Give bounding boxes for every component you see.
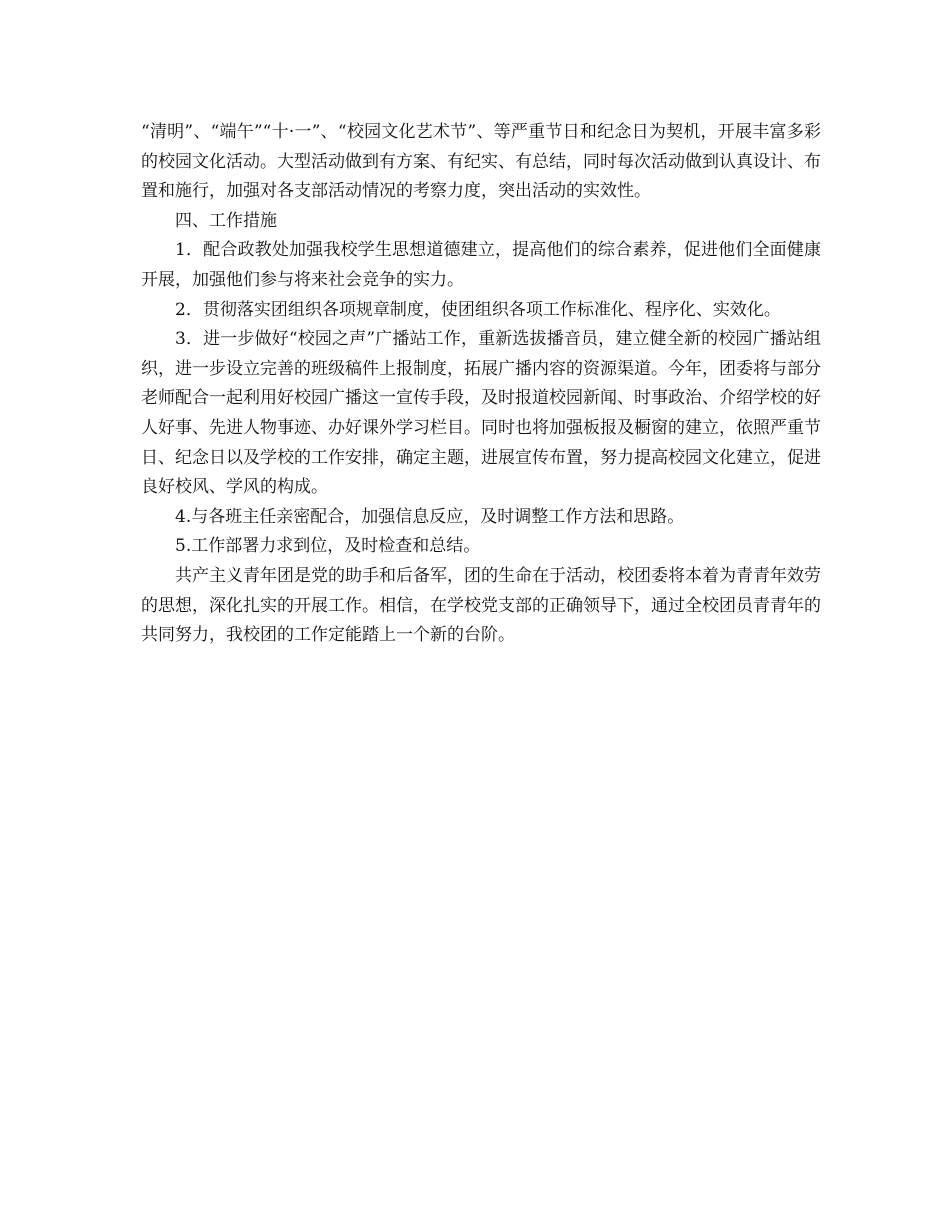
- section-heading-work-measures: 四、工作措施: [175, 210, 277, 231]
- measure-item-1: 1．配合政教处加强我校学生思想道德建立，提高他们的综合素养，促进他们全面健康开展，加强他们参与将来社会竞争的实力。: [141, 240, 821, 290]
- measure-item-3: 3．进一步做好“校园之声”广播站工作，重新选拔播音员，建立健全新的校园广播站组织，进一步设立完善的班级稿件上报制度，拓展广播内容的资源渠道。今年，团委将与部分老师配合一起利用好校园广播这一宣传手段，及时报道校园新闻、时事政治、介绍学校的好人好事、先进人物事迹、办好课外学习栏目。同时也将加强板报及橱窗的建立，依照严重节日、纪念日以及学校的工作安排，确定主题，进展宣传布置，努力提高校园文化建立，促进良好校风、学风的构成。: [141, 329, 821, 498]
- measure-item-4: 4.与各班主任亲密配合，加强信息反应，及时调整工作方法和思路。: [175, 506, 685, 527]
- paragraph-festival-activities: “清明”、“端午”“十·一”、“校园文化艺术节”、等严重节日和纪念日为契机，开展丰富多彩的校园文化活动。大型活动做到有方案、有纪实、有总结，同时每次活动做到认真设计、布置和施行，加强对各支部活动情况的考察力度，突出活动的实效性。: [141, 122, 821, 202]
- document-body: [141, 118, 821, 651]
- paragraph-conclusion: 共产主义青年团是党的助手和后备军，团的生命在于活动，校团委将本着为青青年效劳的思想，深化扎实的开展工作。相信，在学校党支部的正确领导下，通过全校团员青青年的共同努力，我校团的工作定能踏上一个新的台阶。: [141, 565, 821, 646]
- measure-item-5: 5.工作部署力求到位，及时检查和总结。: [175, 536, 481, 557]
- measure-item-2: 2．贯彻落实团组织各项规章制度，使团组织各项工作标准化、程序化、实效化。: [175, 299, 781, 320]
